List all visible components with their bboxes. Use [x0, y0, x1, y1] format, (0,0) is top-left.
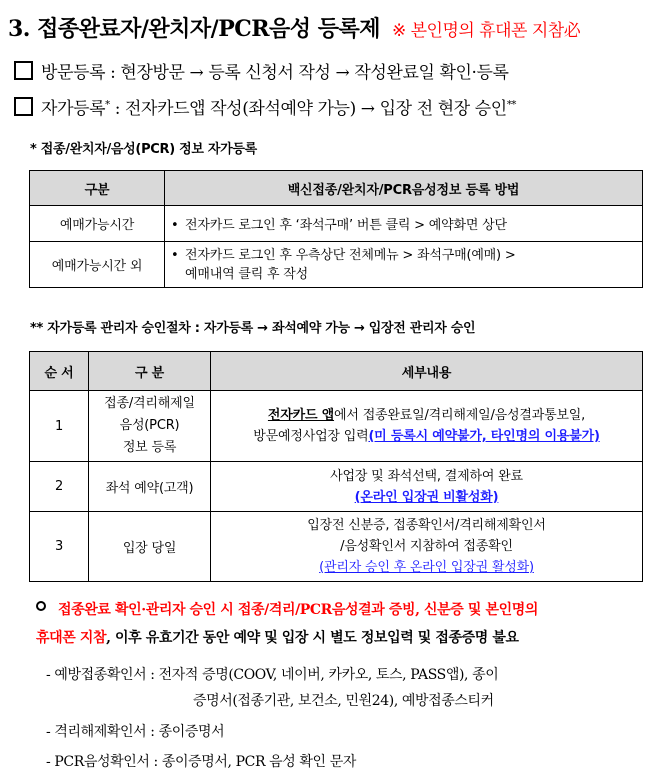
- row-label: 좌석 예약(고객): [89, 462, 211, 512]
- table-row: [30, 391, 643, 462]
- self-tail: **: [506, 99, 517, 111]
- visit-registration-line: [14, 58, 509, 83]
- row-label: 예매가능시간: [30, 206, 165, 242]
- footer-paragraph: 접종완료 확인·관리자 승인 시 접종/격리/PCR음성결과 증빙, 신분증 및 본인명의 휴대폰 지참, 이후 유효기간 동안 예약 및 입장 시 별도 정보입력 및 접종증명 불요: [36, 602, 538, 646]
- self-prefix: 자가등록: [41, 99, 106, 119]
- self-rest: : 전자카드앱 작성(좌석예약 가능) → 입장 전 현장 승인: [109, 99, 507, 119]
- page-title: [8, 12, 580, 43]
- table-header-row: [30, 352, 643, 391]
- row-detail: 입장전 신분증, 접종확인서/격리해제확인서 /음성확인서 지참하여 접종확인 (관리자 승인 후 온라인 입장권 활성화): [211, 512, 643, 582]
- row-num: 1: [30, 391, 89, 462]
- table-row: [30, 242, 643, 288]
- row-detail: 전자카드 앱에서 접종완료일/격리해제일/음성결과통보일, 방문예정사업장 입력(미 등록시 예약불가, 타인명의 이용불가): [211, 391, 643, 462]
- header-category: 구분: [30, 171, 165, 206]
- row-label: 입장 당일: [89, 512, 211, 582]
- header-order: 순 서: [30, 352, 89, 391]
- header-detail: 세부내용: [211, 352, 643, 391]
- row-label: 예매가능시간 외: [30, 242, 165, 288]
- table-row: [30, 206, 643, 242]
- row-label: 접종/격리해제일 음성(PCR) 정보 등록: [89, 391, 211, 462]
- table-row: [30, 512, 643, 582]
- footer-item-pcr: - PCR음성확인서 : 종이증명서, PCR 음성 확인 문자: [46, 754, 356, 770]
- row-num: 3: [30, 512, 89, 582]
- table-header-row: [30, 171, 643, 206]
- table-row: [30, 462, 643, 512]
- header-method: 백신접종/완치자/PCR음성정보 등록 방법: [165, 171, 643, 206]
- checkbox-icon: [14, 61, 33, 80]
- footer-item-vaccination: - 예방접종확인서 : 전자적 증명(COOV, 네이버, 카카오, 토스, PASS앱), 종이 증명서(접종기관, 보건소, 민원24), 예방접종스티커: [46, 667, 499, 709]
- row-detail: 사업장 및 좌석선택, 결제하여 완료 (온라인 입장권 비활성화): [211, 462, 643, 512]
- title-text: 3. 접종완료자/완치자/PCR음성 등록제: [8, 16, 380, 42]
- approval-procedure-table: [29, 351, 643, 582]
- row-text: • 전자카드 로그인 후 우측상단 전체메뉴 > 좌석구매(예매) > 예매내역 클릭 후 작성: [165, 242, 643, 288]
- section2-heading: ** 자가등록 관리자 승인절차 : 자가등록 → 좌석예약 가능 → 입장전 관리자 승인: [30, 321, 476, 336]
- title-note: ※ 본인명의 휴대폰 지참必: [391, 21, 581, 41]
- self-mark: *: [105, 99, 110, 111]
- circle-bullet-icon: [36, 601, 46, 611]
- row-num: 2: [30, 462, 89, 512]
- self-registration-line: [14, 94, 516, 119]
- header-category: 구 분: [89, 352, 211, 391]
- registration-method-table: [29, 170, 643, 288]
- row-text: • 전자카드 로그인 후 ‘좌석구매’ 버튼 클릭 > 예약화면 상단: [165, 206, 643, 242]
- footer-item-isolation: - 격리해제확인서 : 종이증명서: [46, 724, 225, 740]
- checkbox-icon: [14, 97, 33, 116]
- section1-heading: * 접종/완치자/음성(PCR) 정보 자가등록: [30, 142, 257, 157]
- visit-text: 방문등록 : 현장방문 → 등록 신청서 작성 → 작성완료일 확인·등록: [41, 63, 509, 83]
